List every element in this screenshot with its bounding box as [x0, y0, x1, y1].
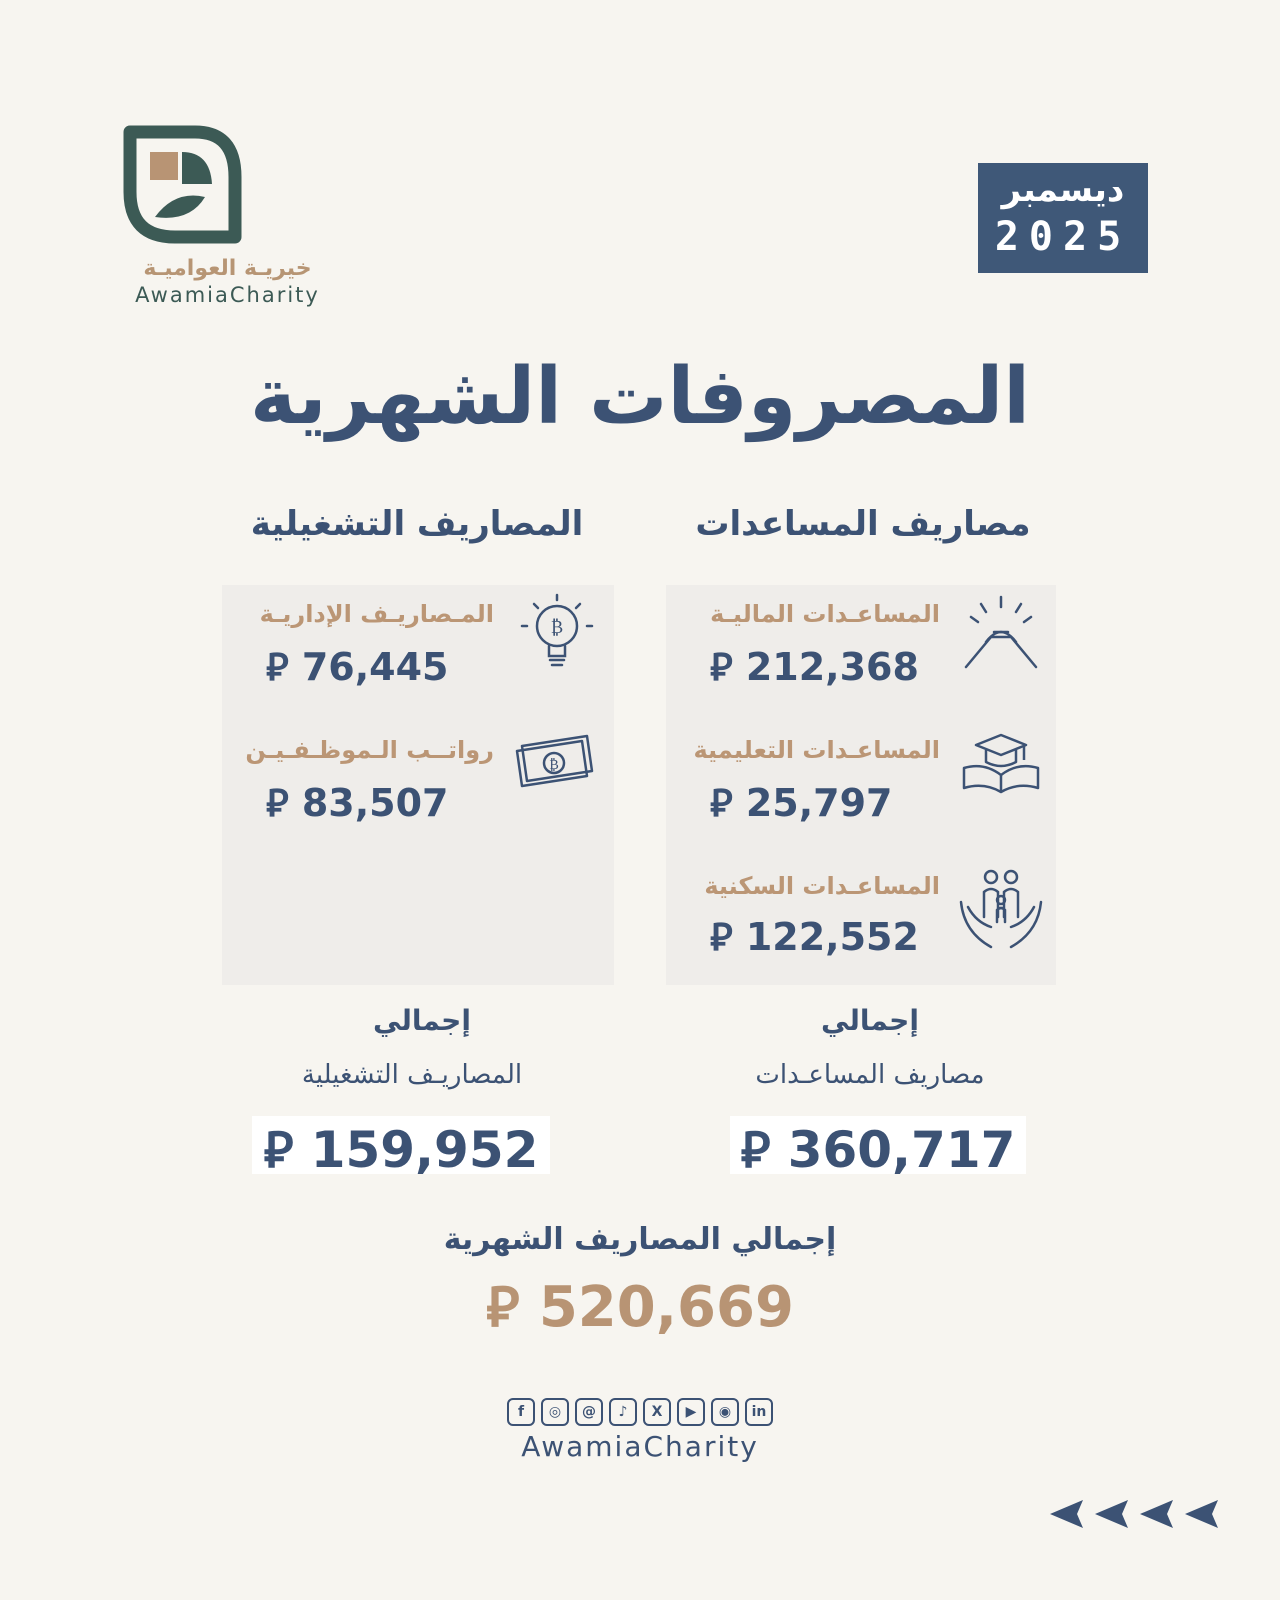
banknote-icon — [512, 716, 602, 806]
grand-total-label: إجمالي المصاريف الشهرية — [443, 1222, 837, 1257]
aid-total-value: ⃁ 360,717 — [730, 1116, 1026, 1174]
operating-item-value: ⃁ 83,507 — [266, 781, 449, 825]
operating-item-value: ⃁ 76,445 — [266, 645, 449, 689]
decorative-arrows-icon — [1045, 1494, 1225, 1534]
aid-item-value: ⃁ 212,368 — [710, 645, 919, 689]
operating-total-label: إجمالي — [373, 1004, 471, 1037]
graduation-cap-book-icon — [956, 720, 1046, 810]
aid-total-label: إجمالي — [821, 1004, 919, 1037]
family-hands-icon — [956, 862, 1046, 952]
page-title: المصروفات الشهرية — [249, 352, 1031, 442]
date-year: 2025 — [994, 214, 1132, 260]
aid-item-value: ⃁ 25,797 — [710, 781, 893, 825]
date-badge — [978, 163, 1148, 273]
linkedin-icon[interactable]: in — [745, 1398, 773, 1426]
instagram-icon[interactable]: ◎ — [541, 1398, 569, 1426]
aid-heading: مصاريف المساعدات — [695, 504, 1031, 544]
threads-icon[interactable]: @ — [575, 1398, 603, 1426]
social-icons — [507, 1398, 773, 1426]
x-icon[interactable]: X — [643, 1398, 671, 1426]
aid-item-value: ⃁ 122,552 — [710, 915, 919, 959]
grand-total-value: ⃁ 520,669 — [486, 1275, 794, 1340]
operating-item-label: المـصاريـف الإداريـة — [259, 600, 494, 628]
aid-item-label: المساعـدات التعليمية — [693, 736, 940, 764]
operating-total-subtitle: المصاريـف التشغيلية — [301, 1060, 523, 1090]
facebook-icon[interactable]: f — [507, 1398, 535, 1426]
snapchat-icon[interactable]: ◉ — [711, 1398, 739, 1426]
svg-text:₿: ₿ — [549, 757, 559, 773]
tiktok-icon[interactable]: ♪ — [609, 1398, 637, 1426]
lightbulb-icon — [512, 590, 602, 680]
youtube-icon[interactable]: ▶ — [677, 1398, 705, 1426]
aid-total-subtitle: مصاريف المساعـدات — [755, 1060, 985, 1090]
handshake-icon — [956, 592, 1046, 682]
operating-item-label: رواتــب الـموظـفـيـن — [245, 736, 494, 764]
social-handle: AwamiaCharity — [521, 1430, 759, 1463]
logo-arabic-name: خيريـة العواميـة — [143, 256, 312, 281]
logo-english-name: AwamiaCharity — [135, 283, 320, 307]
operating-total-value: ⃁ 159,952 — [252, 1116, 550, 1174]
operating-heading: المصاريف التشغيلية — [250, 504, 584, 544]
aid-item-label: المساعـدات الماليـة — [710, 600, 940, 628]
date-month: ديسمبر — [1001, 170, 1125, 210]
aid-item-label: المساعـدات السكنية — [704, 872, 940, 900]
svg-text:₿: ₿ — [550, 617, 564, 638]
